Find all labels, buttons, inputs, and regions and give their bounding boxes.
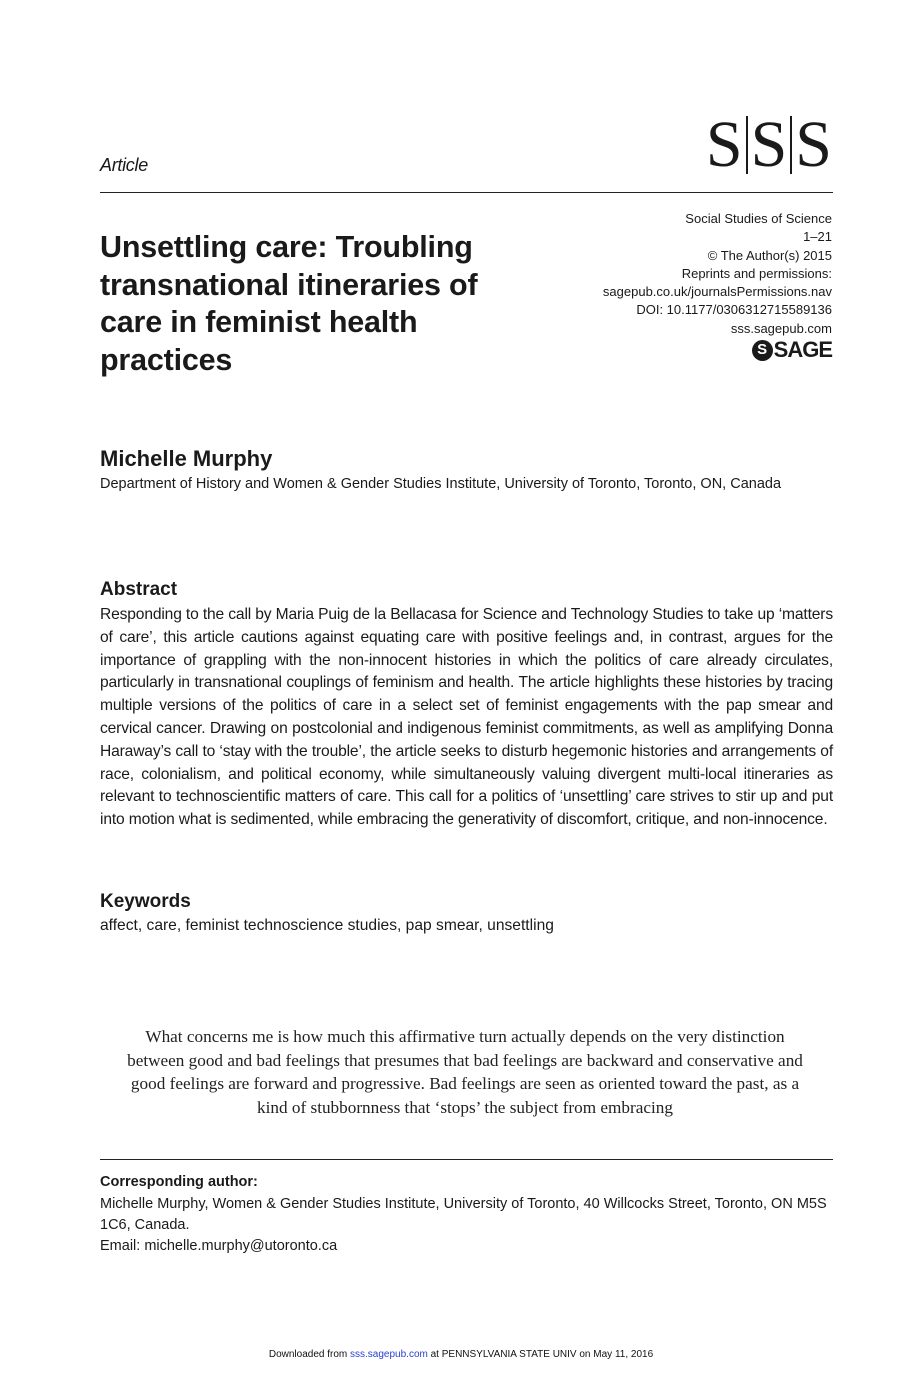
download-source-link[interactable]: sss.sagepub.com: [350, 1349, 428, 1360]
author-affiliation: Department of History and Women & Gender Studies Institute, University of Toronto, Toronto, ON, Canada: [100, 476, 782, 492]
corresponding-author-details: [100, 1194, 840, 1257]
logo-divider: [746, 116, 748, 174]
sage-wordmark: SAGE: [773, 337, 832, 363]
copyright: © The Author(s) 2015: [707, 247, 832, 263]
author-name: Michelle Murphy: [100, 446, 273, 471]
header-rule: [100, 192, 833, 193]
article-type-label: Article: [100, 155, 148, 175]
footnote-rule: [100, 1159, 833, 1160]
doi[interactable]: DOI: 10.1177/0306312715589136: [636, 302, 832, 318]
corresponding-author-heading: Corresponding author:: [100, 1174, 258, 1190]
page-range: 1–21: [803, 229, 832, 245]
journal-logo-letter: S: [795, 108, 832, 181]
abstract-text: Responding to the call by Maria Puig de la Bellacasa for Science and Technology Studies to take up ‘matters of care’, this article cautions against equating care with positive feelings and, in contrast, argues for the importance of grappling with the non-innocent histories in which the politics of care already circulates, particularly in transnational couplings of feminism and health. The article highlights these histories by tracing multiple versions of the politics of care in a select set of feminist engagements with the pap smear and cervical cancer. Drawing on postcolonial and indigenous feminist commitments, as well as amplifying Donna Haraway’s call to ‘stay with the trouble’, the article seeks to disturb hegemonic histories and arrangements of race, colonialism, and political economy, while simultaneously valuing divergent multi-local itineraries as relevant to technoscientific matters of care. This call for a politics of ‘unsettling’ care strives to stir up and put into motion what is sedimented, while embracing the generativity of discomfort, critique, and non-innocence.: [100, 606, 833, 829]
journal-meta: [603, 210, 832, 361]
journal-logo: [705, 108, 832, 181]
download-notice: [0, 1349, 922, 1360]
download-prefix: Downloaded from: [268, 1349, 348, 1360]
keywords-list: affect, care, feminist technoscience studies, pap smear, unsettling: [100, 917, 554, 934]
sage-mark-icon: S: [752, 340, 773, 361]
reprints-label: Reprints and permissions:: [681, 265, 832, 281]
corresponding-email[interactable]: Email: michelle.murphy@utoronto.ca: [100, 1238, 338, 1254]
article-title: Unsettling care: Troubling transnational itineraries of care in feminist health practices: [100, 230, 478, 377]
journal-name: Social Studies of Science: [685, 211, 832, 226]
corresponding-address: Michelle Murphy, Women & Gender Studies Institute, University of Toronto, 40 Willcocks Street, Toronto, ON M5S 1C6, Canada.: [100, 1196, 827, 1233]
abstract-heading: Abstract: [100, 579, 178, 600]
sage-logo: [752, 337, 832, 363]
journal-logo-letter: S: [750, 108, 788, 181]
reprints-link[interactable]: sagepub.co.uk/journalsPermissions.nav: [602, 284, 832, 300]
download-suffix: at PENNSYLVANIA STATE UNIV on May 11, 2016: [430, 1349, 654, 1360]
logo-divider: [790, 116, 792, 174]
epigraph-quote: What concerns me is how much this affirmative turn actually depends on the very distinction between good and bad feelings that presumes that bad feelings are backward and conservative and good feelings are forward and progressive. Bad feelings are seen as oriented toward the past, as a kind of stubbornness that ‘stops’ the subject from embracing: [127, 1027, 803, 1118]
keywords-heading: Keywords: [100, 891, 191, 912]
journal-site[interactable]: sss.sagepub.com: [730, 320, 832, 336]
journal-logo-letter: S: [705, 108, 743, 181]
